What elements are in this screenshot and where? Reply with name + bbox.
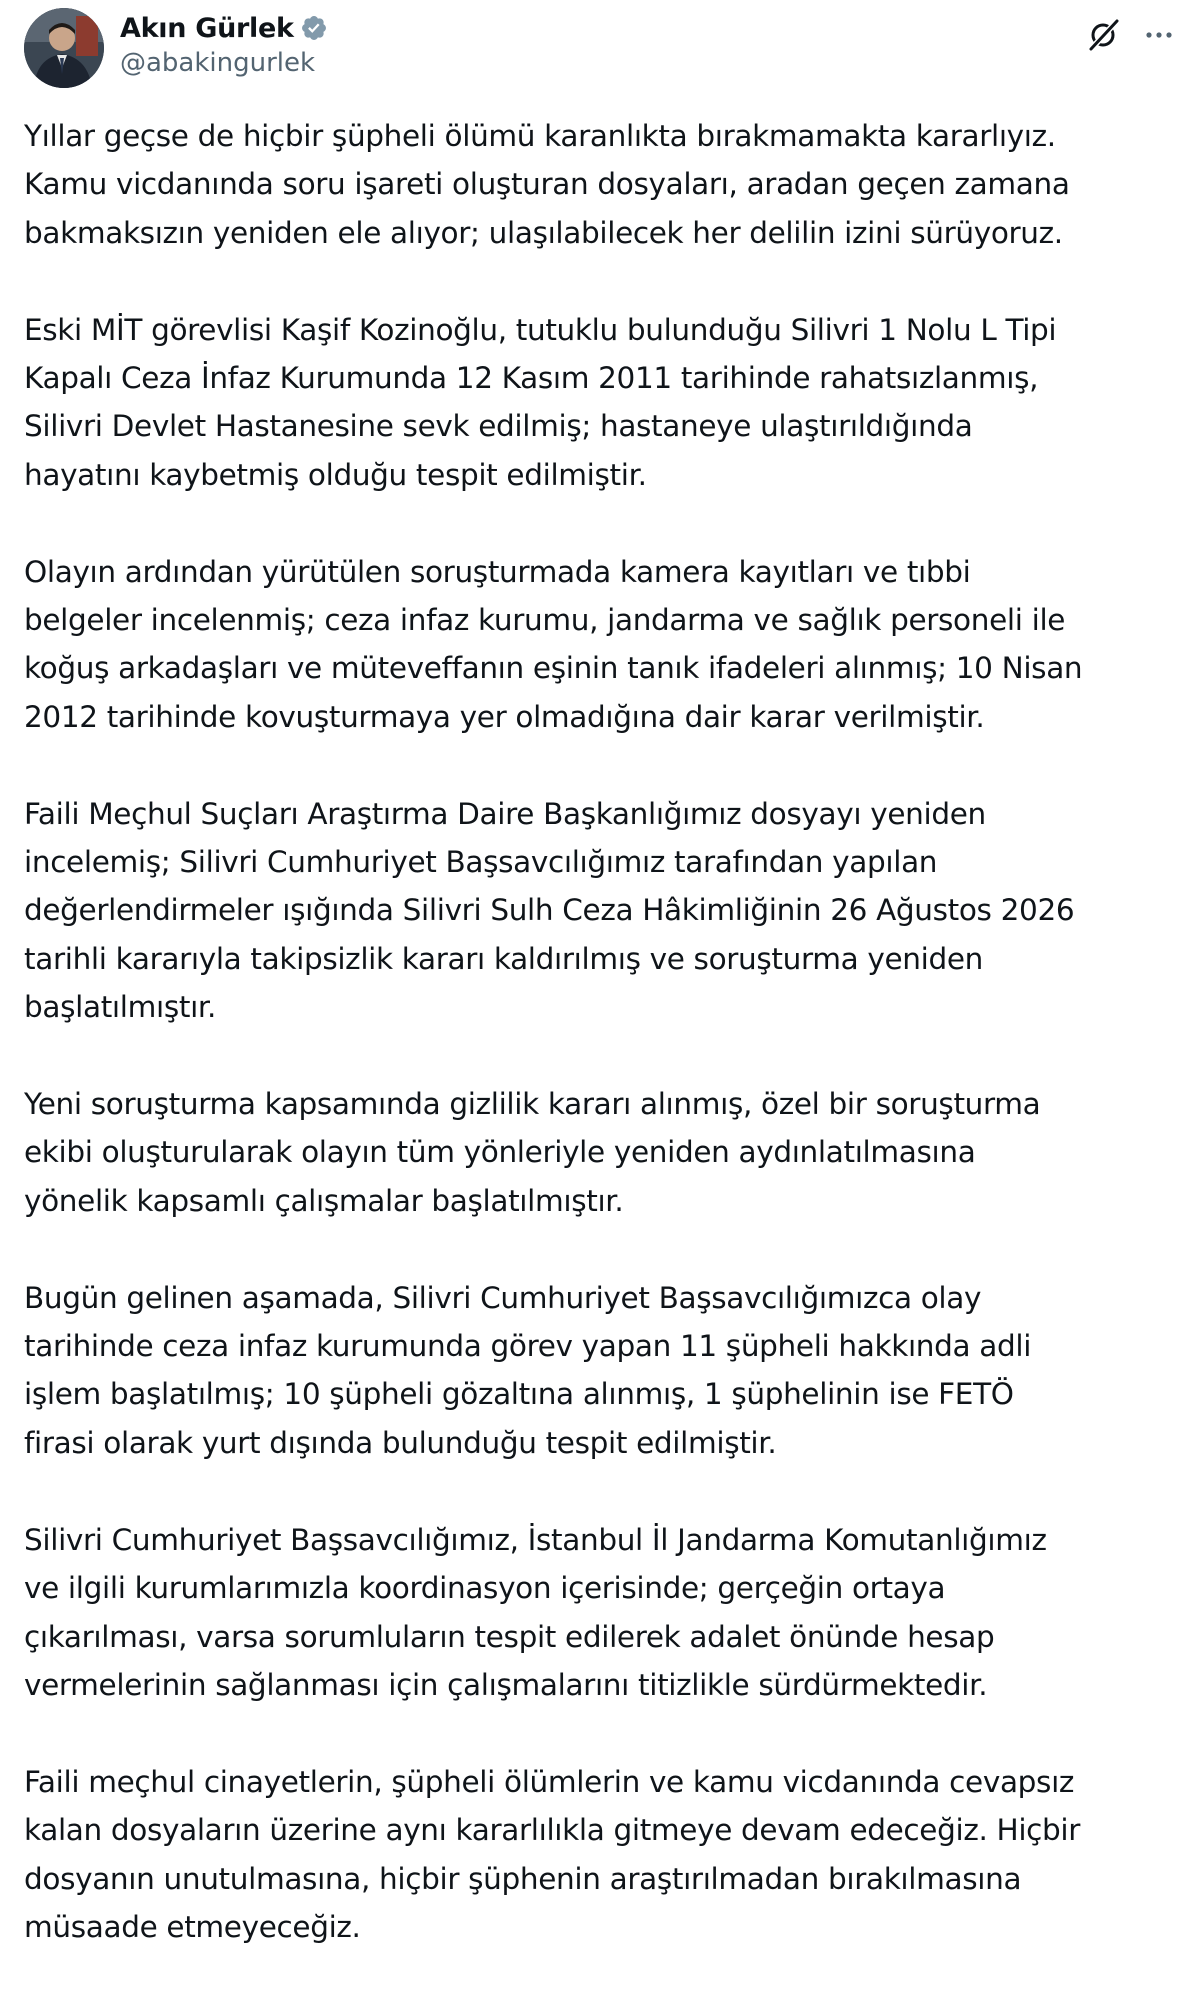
text-line: tarihinde ceza infaz kurumunda görev yapan 11 şüpheli hakkında adli <box>24 1329 1032 1364</box>
text-line: Olayın ardından yürütülen soruşturmada kamera kayıtları ve tıbbi <box>24 554 971 589</box>
display-name-row <box>120 10 328 46</box>
text-line: belgeler incelenmiş; ceza infaz kurumu, jandarma ve sağlık personeli ile <box>24 603 1066 638</box>
text-line: Yıllar geçse de hiçbir şüpheli ölümü karanlıkta bırakmamakta kararlıyız. <box>24 119 1056 153</box>
more-icon[interactable] <box>1142 18 1176 52</box>
text-line: incelemiş; Silivri Cumhuriyet Başsavcılığımız tarafından yapılan <box>24 845 938 880</box>
display-name[interactable]: Akın Gürlek <box>120 12 294 44</box>
tweet-paragraph-1 <box>24 112 1184 257</box>
avatar[interactable] <box>24 8 104 88</box>
text-line: Eski MİT görevlisi Kaşif Kozinoğlu, tutuklu bulunduğu Silivri 1 Nolu L Tipi <box>24 312 1057 347</box>
text-line: Yeni soruşturma kapsamında gizlilik kararı alınmış, özel bir soruşturma <box>24 1087 1041 1122</box>
text-line: Faili meçhul cinayetlerin, şüpheli ölümlerin ve kamu vicdanında cevapsız <box>24 1764 1075 1799</box>
verified-badge-icon <box>300 14 328 42</box>
text-line: hayatını kaybetmiş olduğu tespit edilmiştir. <box>24 457 647 492</box>
author-names <box>120 10 328 78</box>
text-line: yönelik kapsamlı çalışmalar başlatılmıştır. <box>24 1183 624 1218</box>
tweet-text <box>24 112 1184 2000</box>
text-line: ve ilgili kurumlarımızla koordinasyon içerisinde; gerçeğin ortaya <box>24 1571 946 1606</box>
text-line: Kapalı Ceza İnfaz Kurumunda 12 Kasım 2011 tarihinde rahatsızlanmış, <box>24 361 1039 396</box>
grok-icon[interactable] <box>1086 18 1120 52</box>
tweet-paragraph-6 <box>24 1274 1184 1468</box>
tweet-paragraph-4 <box>24 790 1184 1032</box>
text-line: müsaade etmeyeceğiz. <box>24 1909 361 1944</box>
tweet-paragraph-5 <box>24 1080 1184 1225</box>
text-line: Silivri Cumhuriyet Başsavcılığımız, İstanbul İl Jandarma Komutanlığımız <box>24 1522 1047 1557</box>
text-line: ekibi oluşturularak olayın tüm yönleriyle yeniden aydınlatılmasına <box>24 1135 976 1170</box>
text-line: dosyanın unutulmasına, hiçbir şüphenin araştırılmadan bırakılmasına <box>24 1861 1022 1896</box>
header-actions <box>1086 18 1176 52</box>
handle[interactable]: @abakingurlek <box>120 48 316 78</box>
profile-photo-icon <box>24 8 104 88</box>
text-line: tarihli kararıyla takipsizlik kararı kaldırılmış ve soruşturma yeniden <box>24 941 984 976</box>
text-line: çıkarılması, varsa sorumluların tespit edilerek adalet önünde hesap <box>24 1619 995 1654</box>
text-line: vermelerinin sağlanması için çalışmalarını titizlikle sürdürmektedir. <box>24 1667 988 1702</box>
text-line: Silivri Devlet Hastanesine sevk edilmiş; hastaneye ulaştırıldığında <box>24 409 973 444</box>
tweet-paragraph-3 <box>24 548 1184 742</box>
text-line: Bugün gelinen aşamada, Silivri Cumhuriyet Başsavcılığımızca olay <box>24 1280 982 1315</box>
tweet-paragraph-7 <box>24 1516 1184 1710</box>
text-line: bakmaksızın yeniden ele alıyor; ulaşılabilecek her delilin izini sürüyoruz. <box>24 215 1063 250</box>
text-line: başlatılmıştır. <box>24 990 217 1025</box>
tweet-paragraph-8 <box>24 1758 1184 1952</box>
text-line: Kamu vicdanında soru işareti oluşturan dosyaları, aradan geçen zamana <box>24 167 1070 202</box>
text-line: Faili Meçhul Suçları Araştırma Daire Başkanlığımız dosyayı yeniden <box>24 796 986 831</box>
text-line: değerlendirmeler ışığında Silivri Sulh Ceza Hâkimliğinin 26 Ağustos 2026 <box>24 893 1075 928</box>
tweet-header <box>24 8 1176 88</box>
text-line: firasi olarak yurt dışında bulunduğu tespit edilmiştir. <box>24 1425 777 1460</box>
text-line: işlem başlatılmış; 10 şüpheli gözaltına alınmış, 1 şüphelinin ise FETÖ <box>24 1377 1014 1412</box>
text-line: 2012 tarihinde kovuşturmaya yer olmadığına dair karar verilmiştir. <box>24 699 985 734</box>
text-line: kalan dosyaların üzerine aynı kararlılıkla gitmeye devam edeceğiz. Hiçbir <box>24 1813 1081 1848</box>
tweet-paragraph-2 <box>24 306 1184 500</box>
text-line: koğuş arkadaşları ve müteveffanın eşinin tanık ifadeleri alınmış; 10 Nisan <box>24 651 1083 686</box>
